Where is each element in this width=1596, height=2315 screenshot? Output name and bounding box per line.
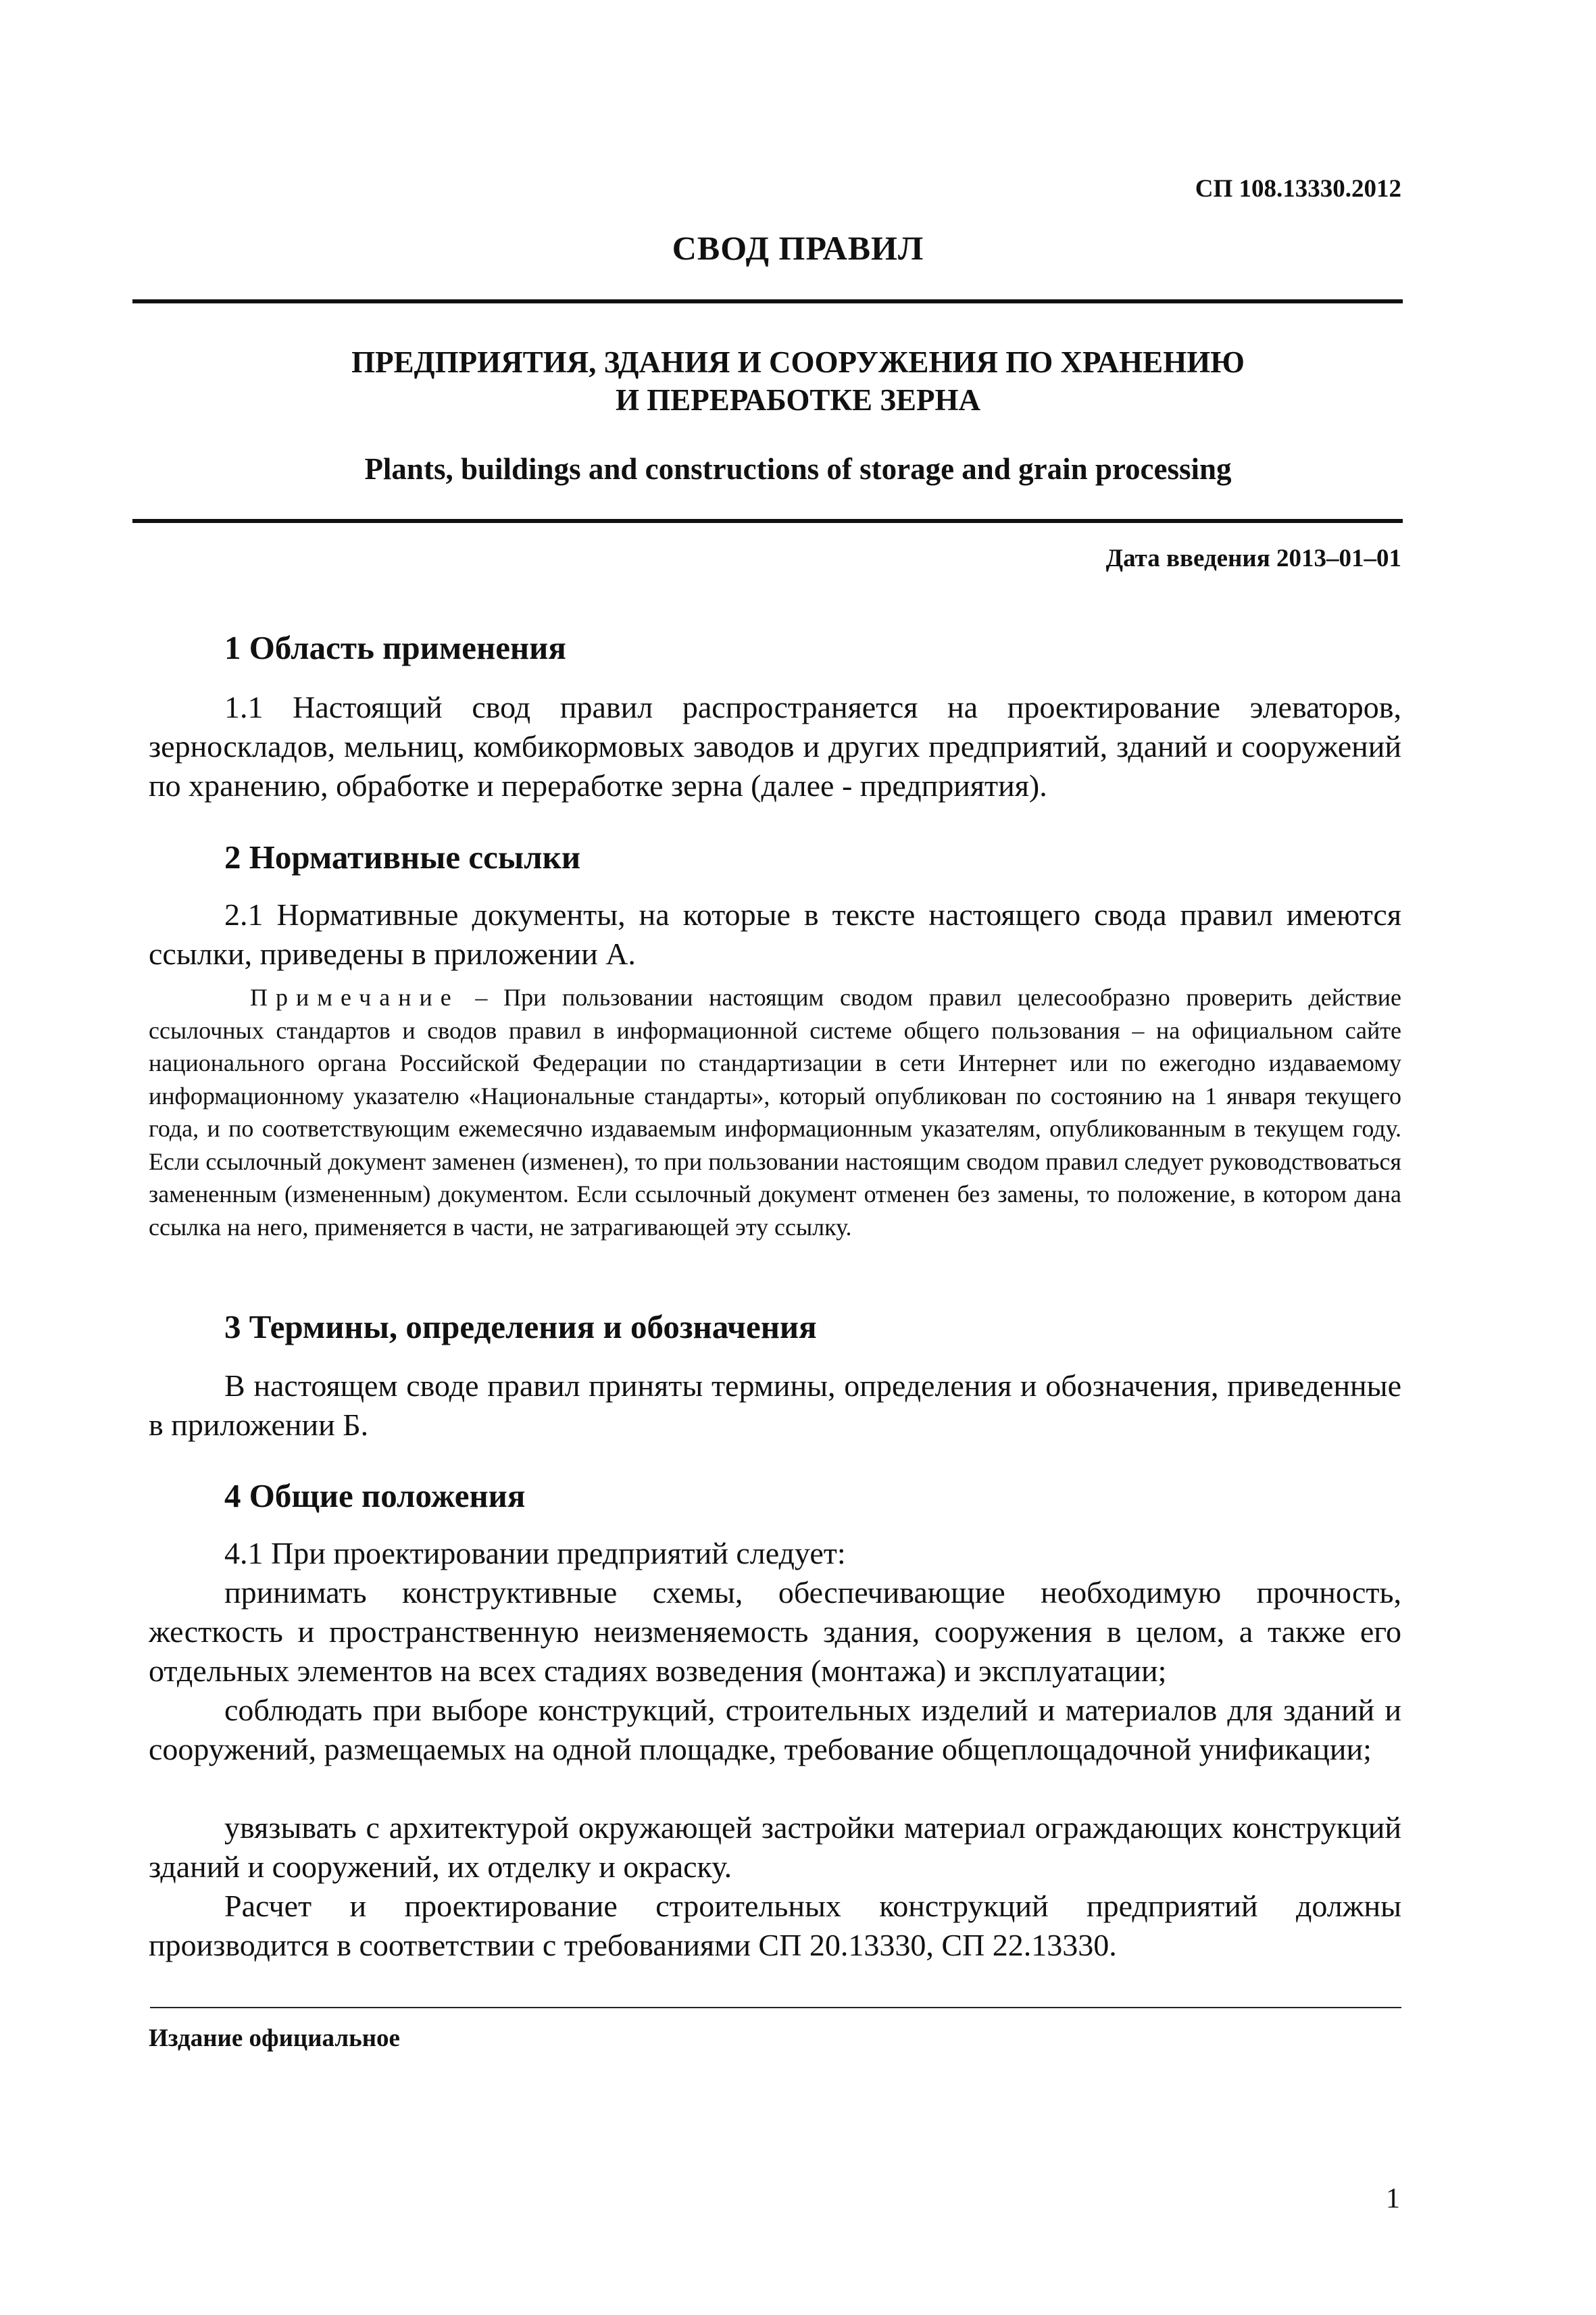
section-3-paragraph-1: В настоящем своде правил приняты термины, определения и обозначения, приведенные в приложении Б. xyxy=(149,1368,1401,1442)
edition-label: Издание официальное xyxy=(149,2024,400,2052)
main-title: СВОД ПРАВИЛ xyxy=(672,229,924,267)
section-2-paragraph-1: 2.1 Нормативные документы, на которые в тексте настоящего свода правил имеются ссылки, приведены в приложении А. xyxy=(149,897,1401,971)
title-divider xyxy=(132,519,1403,523)
subject-title xyxy=(0,343,1596,419)
note-label: Примечание xyxy=(250,984,459,1011)
english-title: Plants, buildings and constructions of storage and grain processing xyxy=(364,452,1232,486)
introduction-date: Дата введения 2013–01–01 xyxy=(1105,545,1401,572)
page-number: 1 xyxy=(1386,2183,1400,2214)
section-4-paragraph-2: принимать конструктивные схемы, обеспечивающие необходимую прочность, жесткость и пространственную неизменяемость здания, сооружения в целом, а также его отдельных элементов на всех стадиях возведения (монтажа) и эксплуатации; xyxy=(149,1575,1401,1688)
footer-divider xyxy=(150,2007,1401,2008)
note-text: – При пользовании настоящим сводом правил целесообразно проверить действие ссылочных стандартов и сводов правил в информационной системе общего пользования – на официальном сайте национального органа Российской Федерации по стандартизации в сети Интернет или по ежегодно издаваемому информационному указателю «Национальные стандарты», который опубликован по состоянию на 1 января текущего года, и по соответствующим ежемесячно издаваемым информационным указателям, опубликованным в текущем году. Если ссылочный документ заменен (изменен), то при пользовании настоящим сводом правил следует руководствоваться замененным (измененным) документом. Если ссылочный документ отменен без замены, то положение, в котором дана ссылка на него, применяется в части, не затрагивающей эту ссылку. xyxy=(149,984,1401,1241)
section-2-note xyxy=(149,981,1401,1243)
section-4-paragraph-4: увязывать с архитектурой окружающей застройки материал ограждающих конструкций зданий и сооружений, их отделку и окраску. xyxy=(149,1810,1401,1884)
section-4-paragraph-3: соблюдать при выборе конструкций, строительных изделий и материалов для зданий и сооружений, размещаемых на одной площадке, требование общеплощадочной унификации; xyxy=(149,1693,1401,1766)
section-2-heading: 2 Нормативные ссылки xyxy=(224,839,581,876)
section-4-paragraph-5: Расчет и проектирование строительных конструкций предприятий должны производится в соответствии с требованиями СП 20.13330, СП 22.13330. xyxy=(149,1889,1401,1962)
section-4-heading: 4 Общие положения xyxy=(224,1477,526,1514)
document-code: СП 108.13330.2012 xyxy=(1195,175,1401,203)
section-4-paragraph-1: 4.1 При проектировании предприятий следует: xyxy=(224,1536,846,1570)
top-divider xyxy=(132,299,1403,303)
subject-title-line-2: И ПЕРЕРАБОТКЕ ЗЕРНА xyxy=(615,383,981,417)
section-3-heading: 3 Термины, определения и обозначения xyxy=(224,1308,817,1345)
section-1-paragraph-1: 1.1 Настоящий свод правил распространяется на проектирование элеваторов, зерноскладов, мельниц, комбикормовых заводов и других предприятий, зданий и сооружений по хранению, обработке и переработке зерна (далее - предприятия). xyxy=(149,690,1401,803)
subject-title-line-1: ПРЕДПРИЯТИЯ, ЗДАНИЯ И СООРУЖЕНИЯ ПО ХРАНЕНИЮ xyxy=(351,345,1245,379)
section-1-heading: 1 Область применения xyxy=(224,629,566,666)
